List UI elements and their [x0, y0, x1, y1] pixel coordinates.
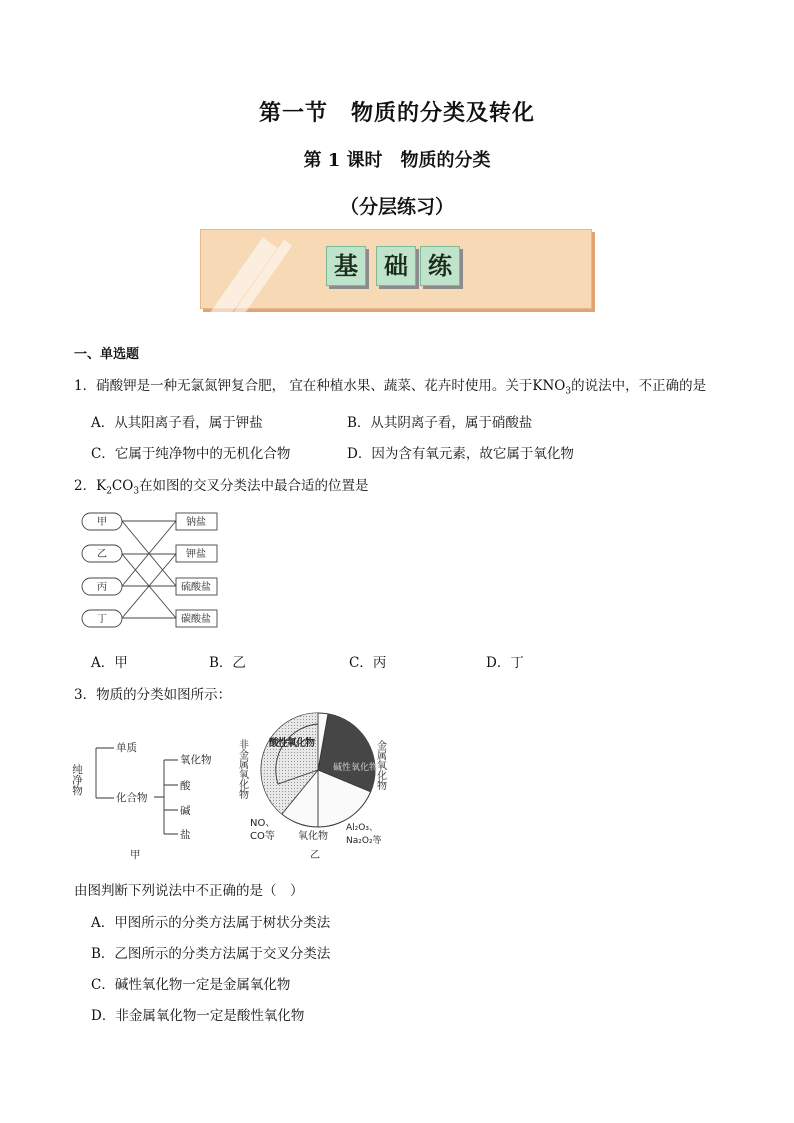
right-label: 金属氧化物: [374, 740, 386, 790]
lesson-title: 第 1 课时 物质的分类: [303, 150, 491, 171]
q2-num: 2．: [74, 478, 97, 494]
q2-option-a[interactable]: A．甲: [91, 655, 128, 671]
q3-question: 由图判断下列说法中不正确的是（ ）: [74, 883, 304, 899]
pie-caption: 乙: [310, 850, 320, 861]
right-item-carbonate: 碳酸盐: [181, 614, 211, 625]
tree-caption: 甲: [130, 849, 141, 861]
q1-option-d[interactable]: D．因为含有氧元素，故它属于氧化物: [347, 446, 574, 462]
page-title: 第一节 物质的分类及转化: [258, 100, 535, 126]
right-item-sulfate: 硫酸盐: [181, 582, 211, 593]
q2-formula-a: K: [96, 478, 107, 494]
tree-classification-diagram: [71, 734, 234, 862]
section-heading: 一、单选题: [74, 347, 140, 362]
tree-oxide: 氧化物: [180, 754, 212, 766]
q3-option-d[interactable]: D．非金属氧化物一定是酸性氧化物: [91, 1008, 305, 1024]
cross-pie-diagram: [236, 712, 396, 862]
q3-option-c[interactable]: C．碱性氧化物一定是金属氧化物: [91, 977, 291, 993]
q1-option-b[interactable]: B．从其阴离子看，属于硝酸盐: [347, 415, 533, 431]
q2-option-c[interactable]: C．丙: [349, 655, 387, 671]
pie-oxide-label: 氧化物: [298, 831, 328, 842]
q2-option-d[interactable]: D．丁: [486, 655, 524, 671]
question-3: 3．物质的分类如图所示：: [74, 687, 232, 703]
q1-formula: KNO: [532, 378, 566, 394]
q3-option-b[interactable]: B．乙图所示的分类方法属于交叉分类法: [91, 946, 331, 962]
q1-option-a[interactable]: A．从其阳离子看，属于钾盐: [91, 415, 263, 431]
pie-na2o2-label: Na₂O₂等: [346, 836, 382, 846]
left-item-ding: 丁: [97, 614, 107, 625]
right-item-potassium-salt: 钾盐: [186, 549, 206, 560]
basic-practice-banner: [200, 229, 592, 309]
tree-base: 碱: [180, 805, 191, 817]
cross-classification-diagram: [74, 504, 234, 636]
q2-formula-sub2: 3: [133, 486, 140, 497]
banner-char: 基: [326, 246, 366, 286]
q1-text-b: 的说法中，不正确的是: [571, 378, 707, 394]
right-item-sodium-salt: 钠盐: [186, 517, 206, 528]
q1-text-a: 1．硝酸钾是一种无氯氮钾复合肥， 宜在种植水果、蔬菜、花卉时使用。关于: [74, 378, 533, 394]
q2-text: 在如图的交叉分类法中最合适的位置是: [139, 478, 369, 494]
q1-formula-sub: 3: [565, 386, 572, 397]
tree-root-char: 纯净物: [71, 764, 83, 796]
q1-option-c[interactable]: C．它属于纯净物中的无机化合物: [91, 446, 291, 462]
q2-formula-b: CO: [111, 478, 134, 494]
left-item-jia: 甲: [97, 517, 107, 528]
left-item-bing: 丙: [97, 582, 107, 593]
tree-salt: 盐: [180, 829, 191, 841]
tree-element: 单质: [116, 742, 137, 754]
q2-option-b[interactable]: B．乙: [209, 655, 246, 671]
question-1: [74, 374, 706, 397]
left-label: 非金属氧化物: [236, 739, 248, 799]
acid-oxide-label: 酸性氧化物: [269, 738, 315, 749]
pie-al2o3-label: Al₂O₃、: [346, 823, 378, 833]
left-item-yi: 乙: [97, 549, 107, 560]
non-metal-oxide-label: [237, 738, 249, 800]
practice-subtitle: （分层练习）: [339, 196, 454, 218]
tree-acid: 酸: [180, 780, 191, 792]
tree-compound: 化合物: [116, 792, 148, 804]
pie-nofo-label: NO、: [250, 818, 276, 829]
q2-formula-sub1: 2: [106, 486, 112, 497]
basic-oxide-label: 碱性氧化物: [333, 763, 379, 773]
question-2: [74, 474, 369, 497]
banner-stripe: [182, 237, 277, 362]
banner-char: 练: [420, 246, 460, 286]
q3-option-a[interactable]: A．甲图所示的分类方法属于树状分类法: [91, 915, 331, 931]
pie-co-label: CO等: [250, 831, 275, 842]
banner-char: 础: [376, 246, 416, 286]
